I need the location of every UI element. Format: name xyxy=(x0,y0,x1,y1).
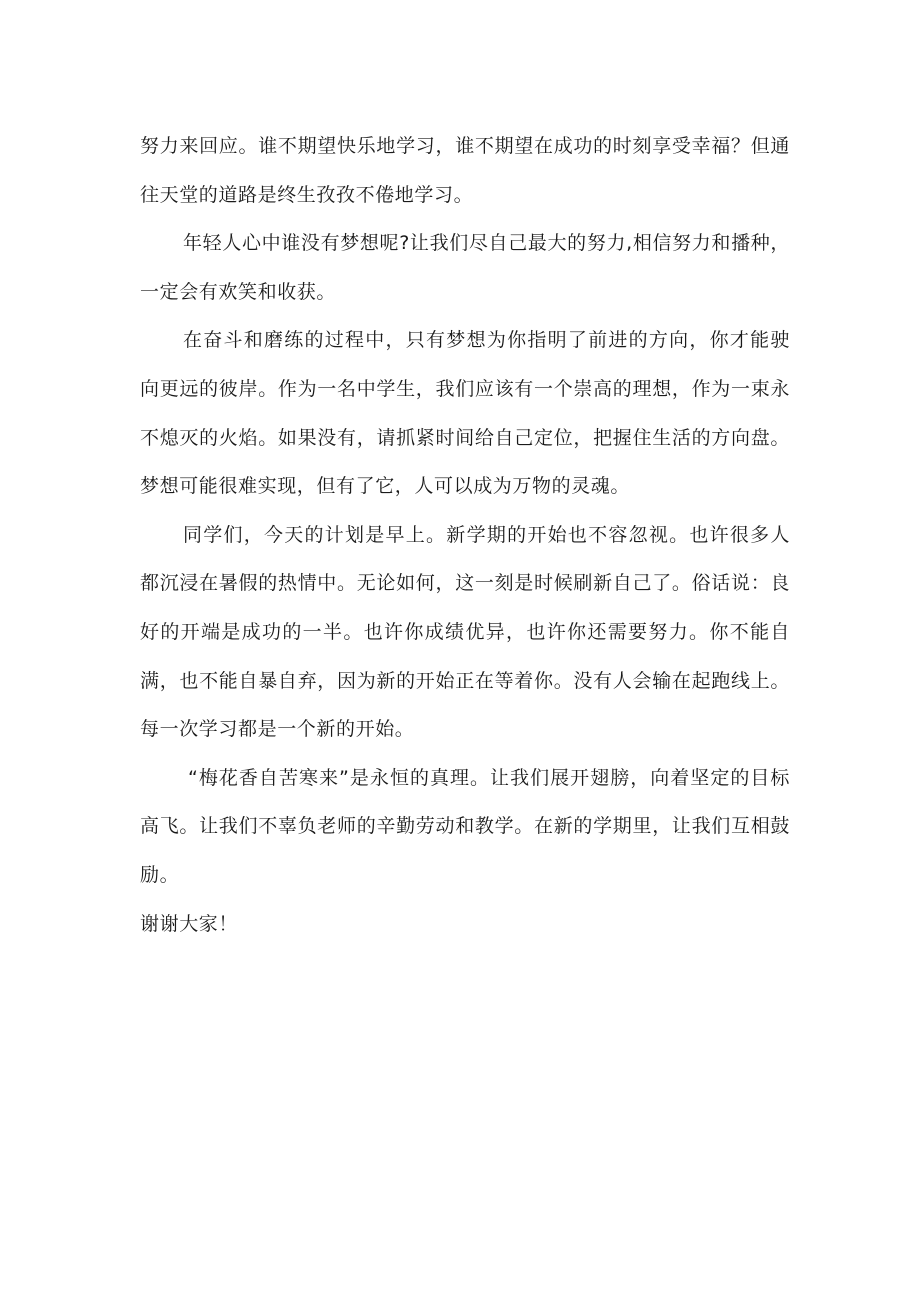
document-body xyxy=(140,122,790,948)
closing-thanks: 谢谢大家！ xyxy=(140,912,239,935)
paragraph-struggle: 在奋斗和磨练的过程中，只有梦想为你指明了前进的方向，你才能驶向更远的彼岸。作为一名中学生，我们应该有一个崇高的理想，作为一束永不熄灭的火焰。如果没有，请抓紧时间给自己定位，把握住生活的方向盘。梦想可能很难实现，但有了它，人可以成为万物的灵魂。 xyxy=(140,329,790,498)
paragraph-plum-blossom: “梅花香自苦寒来”是永恒的真理。让我们展开翅膀，向着坚定的目标高飞。让我们不辜负老师的辛勤劳动和教学。在新的学期里，让我们互相鼓励。 xyxy=(140,766,790,886)
paragraph-dreams: 年轻人心中谁没有梦想呢?让我们尽自己最大的努力,相信努力和播种，一定会有欢笑和收获。 xyxy=(140,232,790,303)
paragraph-new-semester: 同学们，今天的计划是早上。新学期的开始也不容忽视。也许很多人都沉浸在暑假的热情中。无论如何，这一刻是时候刷新自己了。俗话说：良好的开端是成功的一半。也许你成绩优异，也许你还需要努力。你不能自满，也不能自暴自弃，因为新的开始正在等着你。没有人会输在起跑线上。每一次学习都是一个新的开始。 xyxy=(140,523,790,741)
paragraph-continuation: 努力来回应。谁不期望快乐地学习，谁不期望在成功的时刻享受幸福？但通往天堂的道路是终生孜孜不倦地学习。 xyxy=(140,135,790,206)
